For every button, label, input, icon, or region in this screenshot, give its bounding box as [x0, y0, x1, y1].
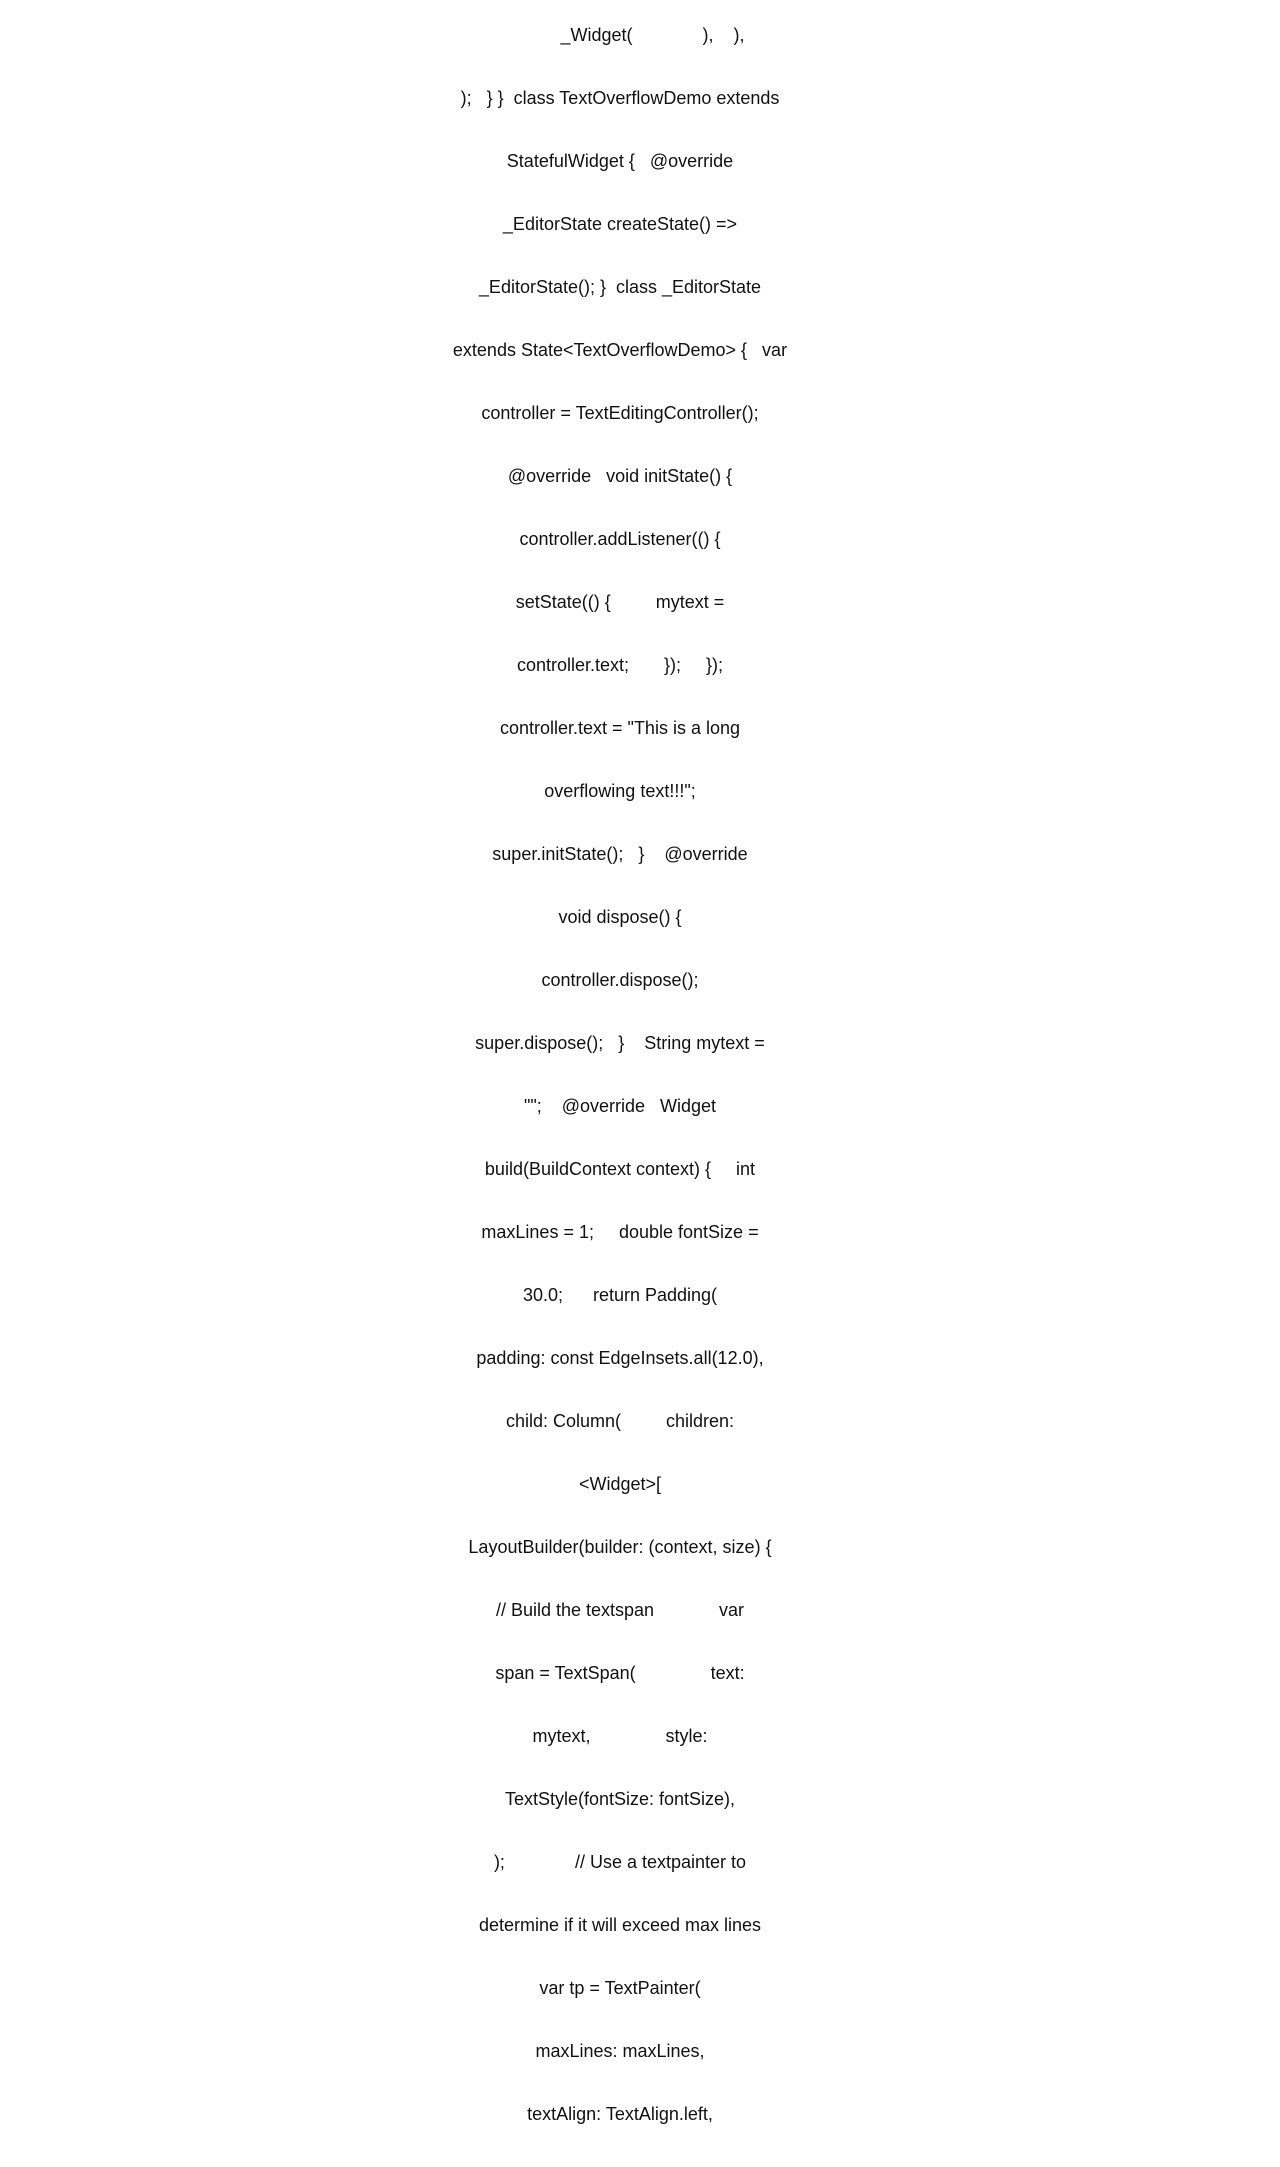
code-line: maxLines = 1; double fontSize = — [481, 1222, 759, 1242]
code-line: textAlign: TextAlign.left, — [527, 2104, 713, 2124]
code-line: StatefulWidget { @override — [506, 151, 734, 171]
code-line: padding: const EdgeInsets.all(12.0), — [476, 1348, 764, 1368]
code-line: _EditorState createState() => — [502, 214, 738, 234]
code-line: var tp = TextPainter( — [539, 1978, 701, 1998]
code-line: super.dispose(); } String mytext = — [475, 1033, 765, 1053]
code-line: span = TextSpan( text: — [495, 1663, 745, 1683]
code-line: // Build the textspan var — [495, 1600, 745, 1620]
code-line: controller = TextEditingController(); — [481, 403, 759, 423]
code-line: extends State<TextOverflowDemo> { var — [452, 340, 788, 360]
code-line: ); } } class TextOverflowDemo extends — [460, 88, 780, 108]
code-line: maxLines: maxLines, — [535, 2041, 705, 2061]
code-line: controller.text = "This is a long — [499, 718, 740, 738]
code-line: mytext, style: — [532, 1726, 708, 1746]
code-line: <Widget>[ — [578, 1474, 662, 1494]
code-line: setState(() { mytext = — [515, 592, 725, 612]
code-line: _EditorState(); } class _EditorState — [478, 277, 762, 297]
code-line: determine if it will exceed max lines — [478, 1915, 762, 1935]
code-line: TextStyle(fontSize: fontSize), — [504, 1789, 736, 1809]
code-text-block — [440, 0, 800, 2124]
code-line: _Widget( ), ), — [495, 25, 745, 45]
code-line: controller.text; }); }); — [516, 655, 724, 675]
code-line: overflowing text!!!"; — [544, 781, 696, 801]
code-line: LayoutBuilder(builder: (context, size) { — [468, 1537, 772, 1557]
code-line: controller.dispose(); — [541, 970, 699, 990]
code-line: super.initState(); } @override — [492, 844, 748, 864]
code-line: ""; @override Widget — [523, 1096, 717, 1116]
code-line: controller.addListener(() { — [519, 529, 721, 549]
code-line: ); // Use a textpainter to — [493, 1852, 747, 1872]
code-line: @override void initState() { — [507, 466, 733, 486]
code-line: 30.0; return Padding( — [522, 1285, 718, 1305]
code-line: child: Column( children: — [505, 1411, 735, 1431]
code-line: build(BuildContext context) { int — [484, 1159, 756, 1179]
code-line: void dispose() { — [558, 907, 682, 927]
